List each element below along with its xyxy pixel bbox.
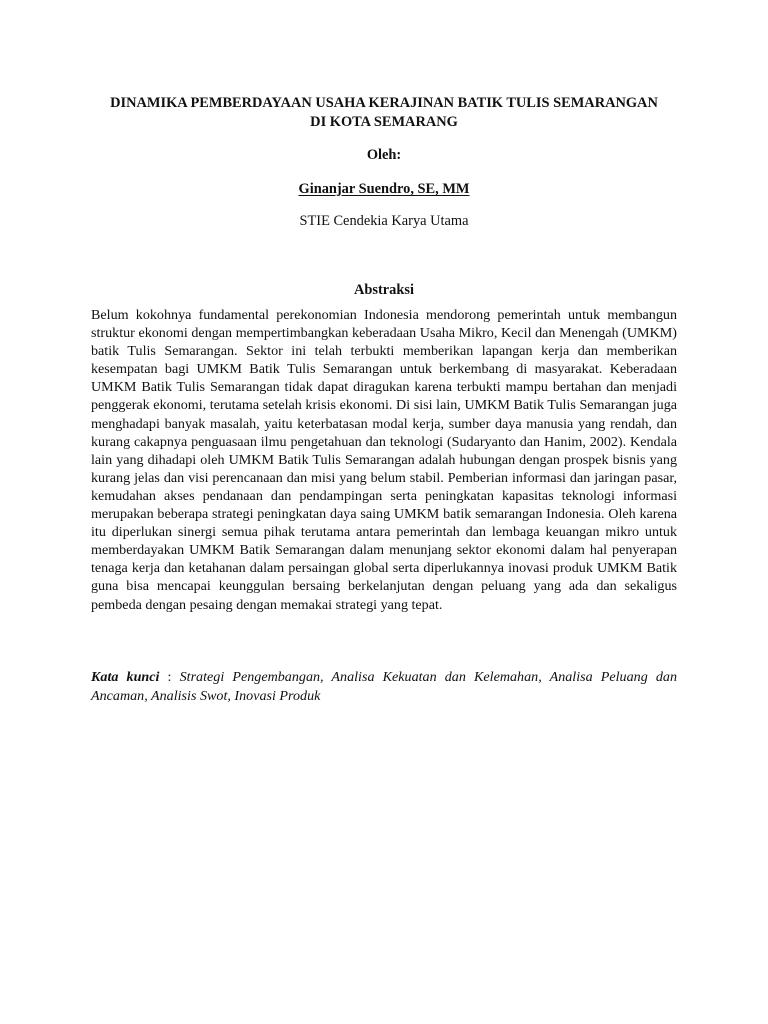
author-block	[0, 180, 768, 198]
keywords-text: Strategi Pengembangan, Analisa Kekuatan dan Kelemahan, Analisa Peluang dan Ancaman, Analisis Swot, Inovasi Produk	[91, 669, 678, 704]
abstract-body: Belum kokohnya fundamental perekonomian Indonesia mendorong pemerintah untuk membangun struktur ekonomi dengan mempertimbangkan keberadaan Usaha Mikro, Kecil dan Menengah (UMKM) batik Tulis Semarangan. Sektor ini telah terbukti memberikan lapangan kerja dan memberikan kesempatan bagi UMKM Batik Tulis Semarangan untuk berkembang di masyarakat. Keberadaan UMKM Batik Tulis Semarangan tidak dapat diragukan karena terbukti mampu bertahan dan menjadi penggerak ekonomi, terutama setelah krisis ekonomi. Di sisi lain, UMKM Batik Tulis Semarangan juga menghadapi banyak masalah, yaitu keterbatasan modal kerja, sumber daya manusia yang rendah, dan kurang cakapnya penguasaan ilmu pengetahuan dan teknologi (Sudaryanto dan Hanim, 2002). Kendala lain yang dihadapi oleh UMKM Batik Tulis Semarangan adalah hubungan dengan prospek bisnis yang kurang jelas dan visi perencanaan dan misi yang belum stabil. Pemberian informasi dan jaringan pasar, kemudahan akses pendanaan dan pendampingan serta peningkatan kapasitas teknologi informasi merupakan beberapa strategi peningkatan daya saing UMKM batik semarangan Indonesia. Oleh karena itu diperlukan sinergi semua pihak terutama antara pemerintah dan lembaga keuangan mikro untuk memberdayakan UMKM Batik Semarangan dalam menunjang sektor ekonomi dalam hal penyerapan tenaga kerja dan ketahanan dalam persaingan global serta diperlukannya inovasi produk UMKM Batik guna bisa mencapai keunggulan bersaing berkelanjutan dengan peluang yang ada dan sekaligus pembeda dengan pesaing dengan memakai strategi yang tepat.	[91, 307, 677, 613]
keywords-block	[91, 668, 677, 706]
paper-title	[60, 94, 708, 132]
keywords-separator: :	[159, 669, 180, 685]
paper-title-line-1: DINAMIKA PEMBERDAYAAN USAHA KERAJINAN BATIK TULIS SEMARANGAN	[110, 95, 658, 111]
author-name: Ginanjar Suendro, SE, MM	[298, 181, 470, 197]
paper-title-line-2: DI KOTA SEMARANG	[310, 114, 458, 130]
keywords-label: Kata kunci	[91, 669, 160, 685]
abstract-heading: Abstraksi	[354, 282, 414, 298]
institution: STIE Cendekia Karya Utama	[299, 213, 469, 229]
by-label: Oleh:	[366, 147, 402, 163]
